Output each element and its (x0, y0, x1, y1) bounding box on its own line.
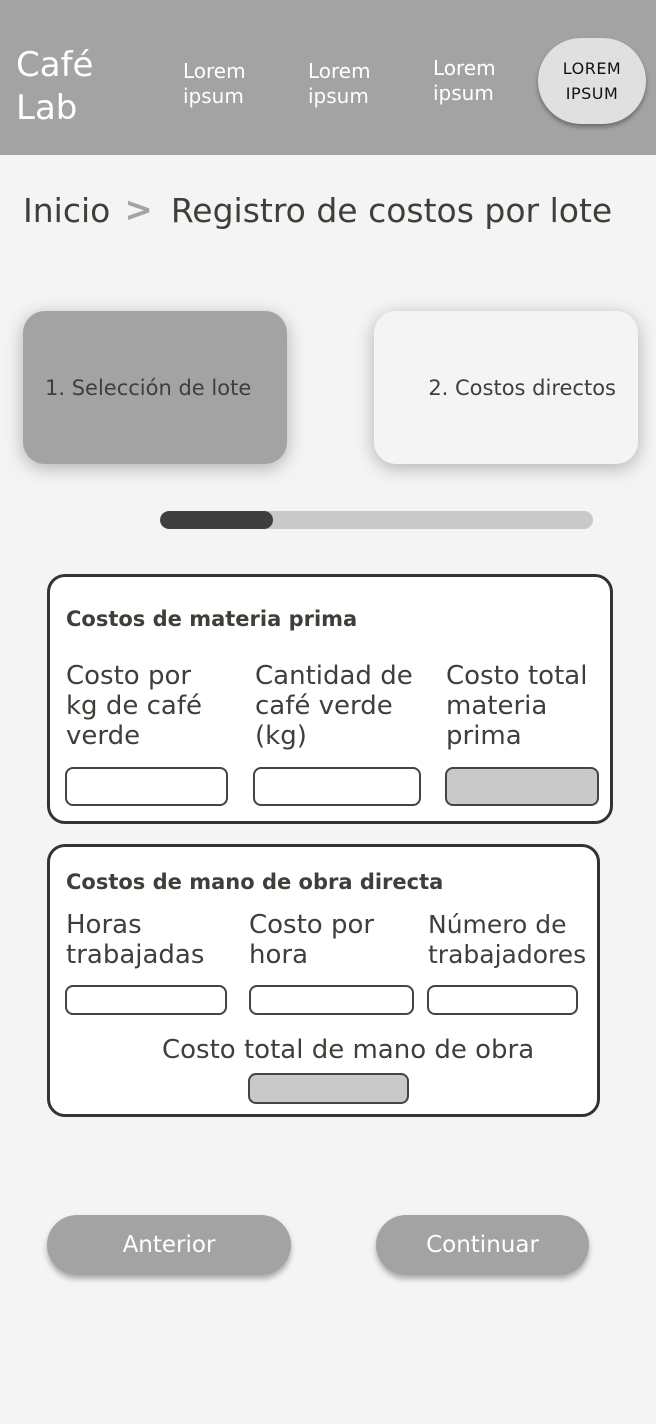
costo-total-mo-label: Costo total de mano de obra (162, 1035, 535, 1065)
cantidad-cafe-label-line-3: (kg) (255, 721, 307, 751)
nav-pill-button[interactable] (538, 38, 646, 124)
costo-total-mo-output (248, 1073, 409, 1104)
cantidad-cafe-input[interactable] (253, 767, 421, 806)
costo-hora-input[interactable] (249, 985, 414, 1015)
cantidad-cafe-label-line-2: café verde (255, 691, 393, 721)
continue-button[interactable]: Continuar (376, 1215, 589, 1275)
costo-total-mp-label-line-1: Costo total (446, 661, 588, 691)
breadcrumb (23, 190, 612, 230)
costo-total-mp-label-line-2: materia (446, 691, 548, 721)
logo-line-2: Lab (16, 88, 78, 128)
progress-bar-fill (160, 511, 273, 529)
previous-button[interactable]: Anterior (47, 1215, 291, 1275)
materia-prima-card (47, 574, 613, 824)
numero-trabajadores-label (428, 910, 586, 970)
nav-link-2[interactable] (308, 59, 371, 109)
cantidad-cafe-label (255, 661, 413, 751)
breadcrumb-home[interactable]: Inicio (23, 190, 111, 230)
costo-kg-input[interactable] (65, 767, 228, 806)
nav-link-3-line-2: ipsum (433, 81, 494, 105)
step-seleccion-lote[interactable] (23, 311, 287, 464)
nav-link-1[interactable] (183, 59, 246, 109)
costo-kg-label-line-3: verde (66, 721, 141, 751)
chevron-right-icon: > (124, 190, 153, 230)
nav-link-3-line-1: Lorem (433, 56, 496, 80)
nav-link-3[interactable] (433, 56, 496, 106)
costo-kg-label (66, 661, 202, 751)
horas-trabajadas-input[interactable] (65, 985, 227, 1015)
step-costos-directos[interactable] (374, 311, 638, 464)
costo-hora-label (249, 910, 374, 970)
costo-total-mp-label-line-3: prima (446, 721, 522, 751)
costo-total-mp-label (446, 661, 587, 751)
nav-link-1-line-1: Lorem (183, 59, 246, 83)
progress-bar (160, 511, 593, 529)
costo-hora-label-line-1: Costo por (249, 910, 375, 940)
cantidad-cafe-label-line-1: Cantidad de (255, 661, 413, 691)
breadcrumb-current: Registro de costos por lote (170, 190, 613, 230)
nav-pill-line-1: LOREM (562, 59, 622, 78)
costo-kg-label-line-1: Costo por (66, 661, 192, 691)
horas-trabajadas-label (66, 910, 204, 970)
top-navbar (0, 0, 656, 155)
nav-link-2-line-1: Lorem (308, 59, 371, 83)
nav-link-1-line-2: ipsum (183, 84, 244, 108)
logo-line-1: Café (16, 45, 94, 85)
horas-label-line-2: trabajadas (66, 940, 205, 970)
step-1-label: 1. Selección de lote (45, 375, 252, 400)
step-2-label: 2. Costos directos (428, 375, 616, 400)
costo-total-mp-output (445, 767, 599, 806)
horas-label-line-1: Horas (66, 910, 142, 940)
costo-kg-label-line-2: kg de café (66, 691, 202, 721)
mano-obra-title: Costos de mano de obra directa (66, 870, 444, 894)
numero-trabajadores-input[interactable] (427, 985, 578, 1015)
mano-obra-card (47, 844, 600, 1117)
nav-pill-line-2: IPSUM (565, 84, 619, 103)
nav-link-2-line-2: ipsum (308, 84, 369, 108)
trabajadores-label-line-2: trabajadores (428, 940, 587, 969)
materia-prima-title: Costos de materia prima (66, 607, 358, 631)
app-logo[interactable] (16, 44, 93, 130)
trabajadores-label-line-1: Número de (428, 910, 567, 939)
costo-hora-label-line-2: hora (249, 940, 309, 970)
